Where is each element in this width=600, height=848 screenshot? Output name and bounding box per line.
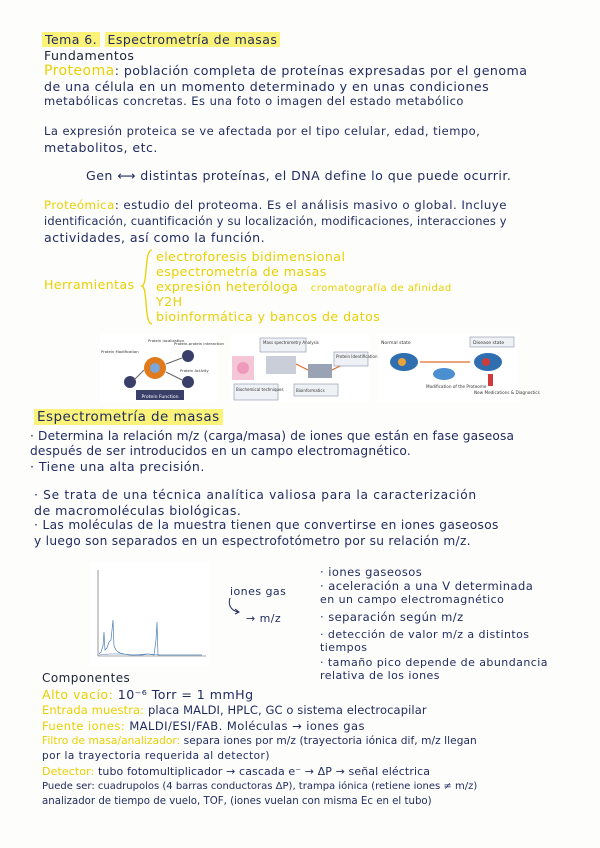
fig2-label: Protein Identification (336, 354, 378, 359)
proteomica-line1 (44, 198, 507, 213)
gen-right: distintas proteínas, el DNA define lo que puede ocurrir. (140, 168, 512, 183)
fig3-label: Normal state (381, 341, 411, 346)
protein-function-figure (100, 334, 224, 402)
proteomica-text1: : estudio del proteoma. Es el análisis masivo o global. Incluye (114, 198, 507, 212)
protein-node (182, 376, 194, 388)
espectro-bullet-4b: y luego son separados en un espectrofotómetro por su relación m/z. (34, 534, 471, 548)
espectro-bullet-1a: · Determina la relación m/z (carga/masa) de iones que están en fase gaseosa (30, 429, 515, 443)
entrada-label: Entrada muestra: (42, 703, 145, 717)
fig1-label: Protein Function (141, 395, 179, 400)
ions-bullet: · separación según m/z (320, 610, 464, 624)
herramienta-item (156, 279, 452, 296)
ions-bullet: · detección de valor m/z a distintos (320, 628, 530, 641)
proteoma-term: Proteoma (44, 63, 115, 79)
fig3-label: New Medications & Diagnostics (474, 390, 540, 395)
alto-vacio-line (42, 687, 254, 702)
detector-value: tubo fotomultiplicador → cascada e⁻ → ΔP → señal eléctrica (97, 765, 431, 778)
fuente-line (42, 719, 365, 734)
fuente-value: MALDI/ESI/FAB. Moléculas → iones gas (129, 719, 365, 733)
ions-bullet: tiempos (320, 641, 368, 654)
filtro-line (42, 734, 477, 749)
alto-vacio-label: Alto vacío: (42, 687, 114, 702)
protein-node-inner (150, 363, 160, 373)
herramienta-item: electroforesis bidimensional (156, 249, 346, 264)
herramientas-brace (140, 248, 154, 326)
disease-state-figure (378, 334, 540, 402)
expresion-line1: La expresión proteica se ve afectada por el tipo celular, edad, tiempo, (44, 124, 481, 138)
proteoma-line1 (44, 63, 527, 79)
gen-left: Gen (86, 168, 113, 183)
filtro-line2: por la trayectoria requerida al detector) (42, 750, 270, 762)
filtro-label: Filtro de masa/analizador: (42, 735, 181, 747)
entrada-line (42, 703, 427, 718)
entrada-value: placa MALDI, HPLC, GC o sistema electrocapilar (147, 703, 427, 717)
proteomica-line3: actividades, así como la función. (44, 230, 266, 245)
proteoma-text1: : población completa de proteínas expresadas por el genoma (114, 63, 528, 78)
expresion-line2: metabolitos, etc. (44, 140, 158, 155)
proteomica-line2: identificación, cuantificación y su localización, modificaciones, interacciones y (44, 214, 507, 228)
curved-arrow-icon (226, 596, 244, 616)
ions-bullet: · iones gaseosos (320, 565, 423, 579)
fig1-label: Protein-protein interaction (174, 341, 224, 346)
fuente-label: Fuente iones: (42, 719, 126, 733)
espectro-bullet-3a: · Se trata de una técnica analítica valiosa para la caracterización (34, 488, 477, 502)
protein-node (124, 376, 136, 388)
fig1-label: Protein localization (148, 338, 185, 343)
fig2-label: Biochemical techniques (236, 387, 284, 392)
herramientas-label: Herramientas (44, 277, 135, 292)
espectro-bullet-1b: después de ser introducidos en un campo electromagnético. (30, 444, 411, 458)
proteoma-line2: de una célula en un momento determinado y en unas condiciones (44, 79, 490, 94)
double-arrow-icon: ⟷ (117, 168, 136, 183)
proteoma-line3: metabólicas concretas. Es una foto o imagen del estado metabólico (44, 94, 464, 108)
filtro-value: separa iones por m/z (trayectoria iónica dif, m/z llegan (183, 735, 477, 747)
protein-node (182, 350, 194, 362)
detector-label: Detector: (42, 765, 95, 778)
herramienta-item-text: expresión heteróloga (156, 279, 299, 294)
ions-bullet: relativa de los iones (320, 669, 440, 682)
fig3-label: Disease state (473, 341, 505, 346)
workflow-figure (230, 334, 378, 402)
ions-bullet: · aceleración a una V determinada (320, 579, 534, 593)
espectro-bullet-2: · Tiene una alta precisión. (30, 459, 205, 474)
espectro-bullet-4a: · Las moléculas de la muestra tienen que convertirse en iones gaseosos (34, 518, 499, 532)
componentes-heading: Componentes (42, 671, 131, 685)
espectro-heading-text: Espectrometría de masas (34, 409, 223, 425)
tema-heading (42, 32, 280, 47)
fig1-label: Protein Modification (101, 349, 139, 354)
fig3-label: Modification of the Proteome (426, 384, 487, 389)
proteomica-term: Proteómica (44, 198, 115, 212)
detector-line (42, 764, 430, 779)
espectro-bullet-3b: de macromoléculas biológicas. (34, 503, 242, 518)
puede-line1: Puede ser: cuadrupolos (4 barras conductoras ΔP), trampa iónica (retiene iones ≠ m/z) (42, 781, 478, 792)
gen-line (86, 168, 511, 183)
fundamentos-heading: Fundamentos (44, 48, 135, 63)
mz-axis-label: → m/z (246, 612, 282, 625)
fig2-label: Bioinformatics (296, 388, 325, 393)
iones-gas-label: iones gas (230, 585, 287, 598)
mass-spectrum-figure (90, 562, 210, 666)
alto-vacio-value: 10⁻⁶ Torr = 1 mmHg (117, 687, 254, 702)
tema-number: Tema 6. (42, 32, 100, 47)
fig2-label: Mass spectrometry Analysis (263, 340, 319, 345)
ions-bullet: · tamaño pico depende de abundancia (320, 656, 548, 669)
herramienta-item: espectrometría de masas (156, 264, 327, 279)
fig1-label: Protein Activity (180, 368, 209, 373)
tema-title: Espectrometría de masas (105, 32, 281, 47)
herramienta-item-text: cromatografía de afinidad (310, 283, 452, 294)
herramienta-item: Y2H (156, 294, 183, 309)
herramienta-item: bioinformática y bancos de datos (156, 309, 381, 324)
espectro-heading (34, 410, 223, 425)
ions-bullet: en un campo electromagnético (320, 593, 505, 606)
puede-line2: analizador de tiempo de vuelo, TOF, (iones vuelan con misma Ec en el tubo) (42, 796, 432, 807)
